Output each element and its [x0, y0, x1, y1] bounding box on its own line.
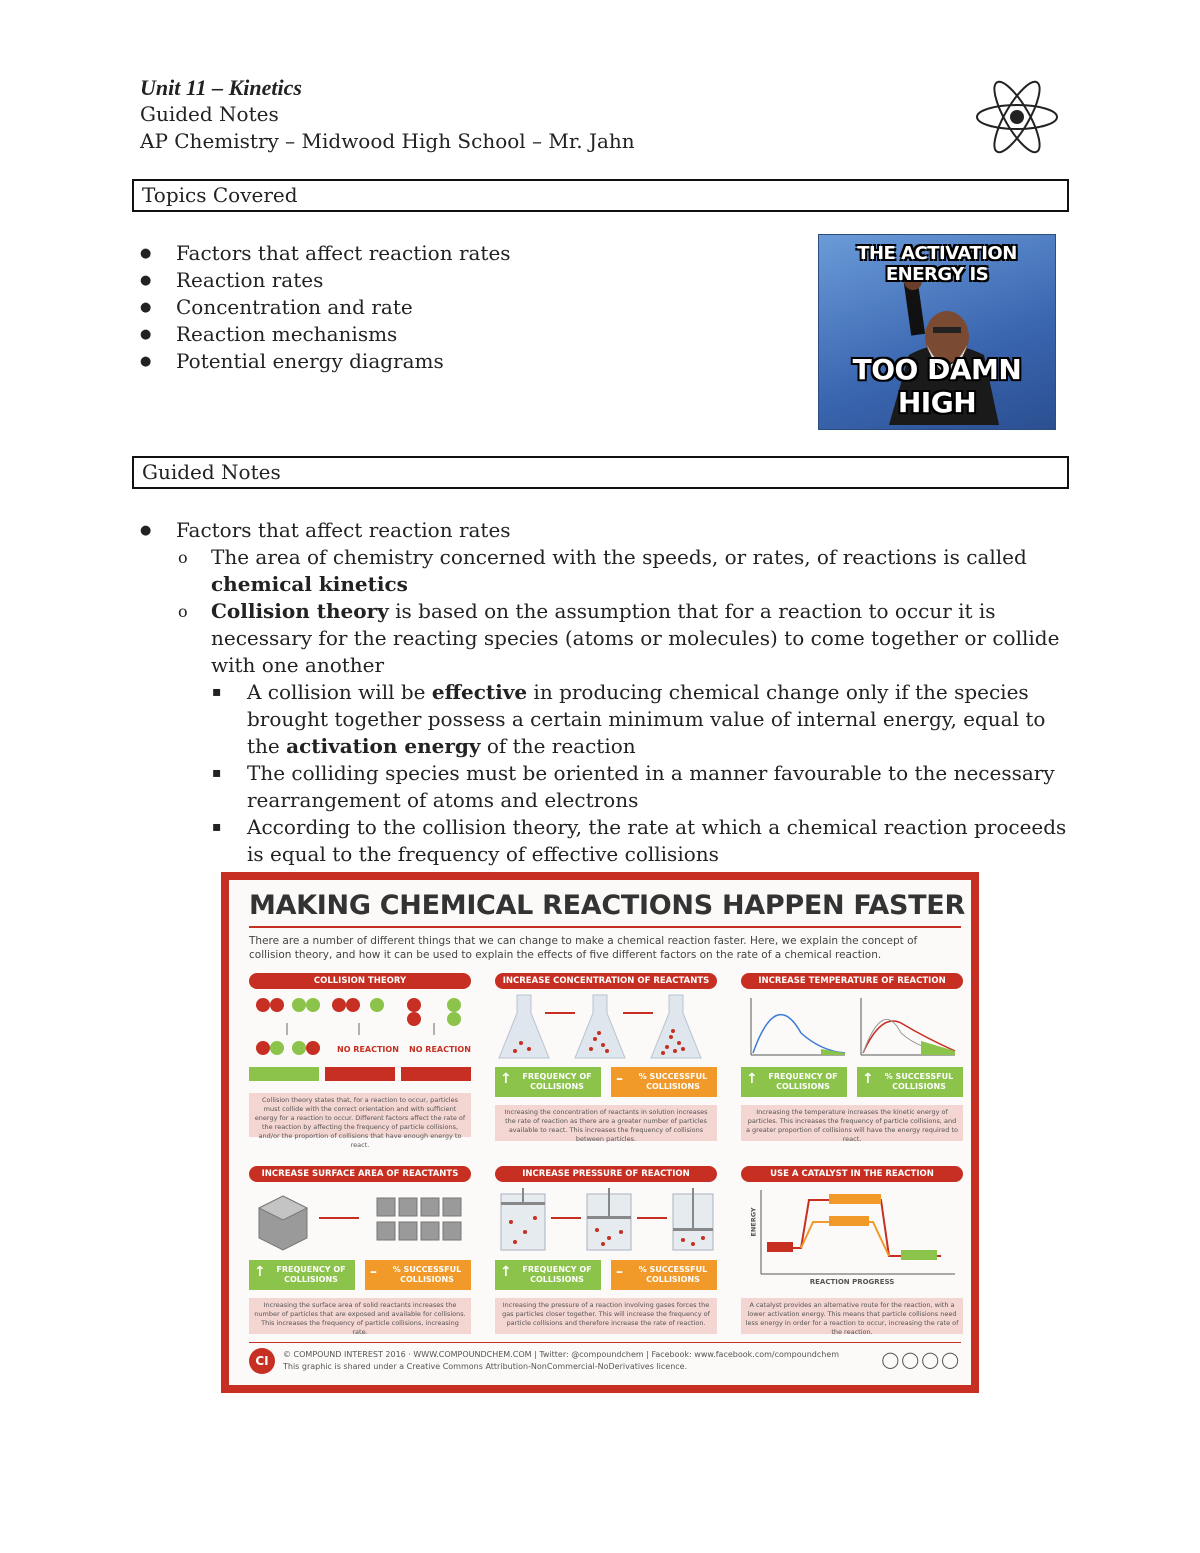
infographic-title: MAKING CHEMICAL REACTIONS HAPPEN FASTER	[249, 890, 965, 921]
no-reaction-label: NO REACTION	[337, 1045, 399, 1054]
pressure-illustration	[495, 1188, 717, 1254]
y-axis-label: ENERGY	[749, 1207, 758, 1237]
success-tag: – % SUCCESSFUL COLLISIONS	[365, 1260, 471, 1290]
meme-bottom-text: TOO DAMN HIGH	[852, 353, 1022, 419]
list-item: ● Concentration and rate	[140, 294, 511, 321]
panel-description: Increasing the surface area of solid reactants increases the number of particles that are exposed and available for collisions. This increases the frequency of particle collisions, increasing rate.	[249, 1298, 471, 1334]
panel-description: A catalyst provides an alternative route for the reaction, with a lower activation energy. This means that particle collisions need less energy in order for a reaction to occur, increasing the rate of the reaction.	[741, 1298, 963, 1334]
list-item: ● Potential energy diagrams	[140, 348, 511, 375]
panel-description: Increasing the concentration of reactants in solution increases the rate of reaction as there are a greater number of particles available to react. This increases the frequency of collisions between particles.	[495, 1105, 717, 1141]
panel-concentration	[495, 973, 717, 1143]
success-tag: – % SUCCESSFUL COLLISIONS	[611, 1260, 717, 1290]
meme-top-text: THE ACTIVATION ENERGY IS	[857, 243, 1017, 285]
footer-license: This graphic is shared under a Creative Commons Attribution-NonCommercial-NoDerivatives licence.	[283, 1362, 688, 1371]
infographic	[221, 872, 979, 1393]
list-item: ● Factors that affect reaction rates	[140, 517, 1070, 544]
panel-title: INCREASE SURFACE AREA OF REACTANTS	[249, 1166, 471, 1182]
panel-title: INCREASE CONCENTRATION OF REACTANTS	[495, 973, 717, 989]
meme-image	[818, 234, 1056, 430]
topics-list	[140, 240, 511, 375]
frequency-tag: ↑ FREQUENCY OF COLLISIONS	[249, 1260, 355, 1290]
notes-heading: Guided Notes	[142, 460, 281, 484]
panel-temperature	[741, 973, 963, 1143]
list-item: ▪ According to the collision theory, the rate at which a chemical reaction proceeds is equal to the frequency of effective collisions	[140, 814, 1070, 868]
unit-title: Unit 11 – Kinetics	[140, 75, 302, 100]
list-item: ● Factors that affect reaction rates	[140, 240, 511, 267]
list-item: ● Reaction mechanisms	[140, 321, 511, 348]
panel-surface-area	[249, 1166, 471, 1336]
list-item: ● Reaction rates	[140, 267, 511, 294]
infographic-intro: There are a number of different things that we can change to make a chemical reaction faster. Here, we explain the concept of collision theory, and how it can be used to explain the effects of five different factors on the rate of a chemical reaction.	[249, 935, 918, 961]
energy-diagram	[741, 1186, 963, 1286]
list-item: ▪ The colliding species must be oriented in a manner favourable to the necessary rearrangement of atoms and electrons	[140, 760, 1070, 814]
course-line: AP Chemistry – Midwood High School – Mr. Jahn	[140, 129, 635, 153]
atom-icon	[972, 72, 1062, 162]
frequency-tag: ↑ FREQUENCY OF COLLISIONS	[495, 1260, 601, 1290]
panel-description: Collision theory states that, for a reaction to occur, particles must collide with the correct orientation and with sufficient energy for a reaction to occur. Different factors affect the rate of the reaction by affecting the frequency of particle collisions, and/or the proportion of collisions that have enough energy to react.	[249, 1093, 471, 1137]
list-item: ▪ A collision will be effective in producing chemical change only if the species brought together possess a certain minimum value of internal energy, equal to the activation energy of the reaction	[140, 679, 1070, 760]
frequency-tag: ↑ FREQUENCY OF COLLISIONS	[741, 1067, 847, 1097]
cube-illustration	[249, 1188, 471, 1254]
document-subtitle: Guided Notes	[140, 102, 279, 126]
topics-heading: Topics Covered	[142, 183, 298, 207]
success-tag: ↑ % SUCCESSFUL COLLISIONS	[857, 1067, 963, 1097]
panel-title: INCREASE TEMPERATURE OF REACTION	[741, 973, 963, 989]
success-tag: – % SUCCESSFUL COLLISIONS	[611, 1067, 717, 1097]
infographic-footer	[249, 1348, 961, 1378]
flask-illustration	[495, 993, 717, 1063]
frequency-tag: ↑ FREQUENCY OF COLLISIONS	[495, 1067, 601, 1097]
document-header	[140, 74, 635, 155]
panel-catalyst	[741, 1166, 963, 1336]
list-item: o Collision theory is based on the assumption that for a reaction to occur it is necessary for the reacting species (atoms or molecules) to come together or collide with one another	[140, 598, 1070, 679]
topics-heading-box	[132, 179, 1069, 212]
guided-notes	[140, 517, 1070, 868]
footer-credits: © COMPOUND INTEREST 2016 · WWW.COMPOUNDCHEM.COM | Twitter: @compoundchem | Facebook: www.facebook.com/compoundchem	[283, 1350, 840, 1359]
notes-heading-box	[132, 456, 1069, 489]
panel-pressure	[495, 1166, 717, 1336]
temperature-curves	[741, 993, 963, 1063]
panel-title: USE A CATALYST IN THE REACTION	[741, 1166, 963, 1182]
panel-collision-theory	[249, 973, 471, 1149]
x-axis-label: REACTION PROGRESS	[809, 1278, 895, 1286]
collision-illustration	[249, 993, 471, 1083]
no-reaction-label: NO REACTION	[409, 1045, 471, 1054]
panel-title: COLLISION THEORY	[249, 973, 471, 989]
creative-commons-icon: ◯◯◯◯	[881, 1350, 961, 1369]
panel-title: INCREASE PRESSURE OF REACTION	[495, 1166, 717, 1182]
compound-interest-logo: CI	[249, 1348, 275, 1374]
panel-description: Increasing the temperature increases the kinetic energy of particles. This increases the frequency of particle collisions, and a greater proportion of collisions will have the energy required to react.	[741, 1105, 963, 1141]
panel-description: Increasing the pressure of a reaction involving gases forces the gas particles closer together. This will increase the frequency of particle collisions and therefore increase the rate of reaction.	[495, 1298, 717, 1334]
list-item: o The area of chemistry concerned with the speeds, or rates, of reactions is called chemical kinetics	[140, 544, 1070, 598]
